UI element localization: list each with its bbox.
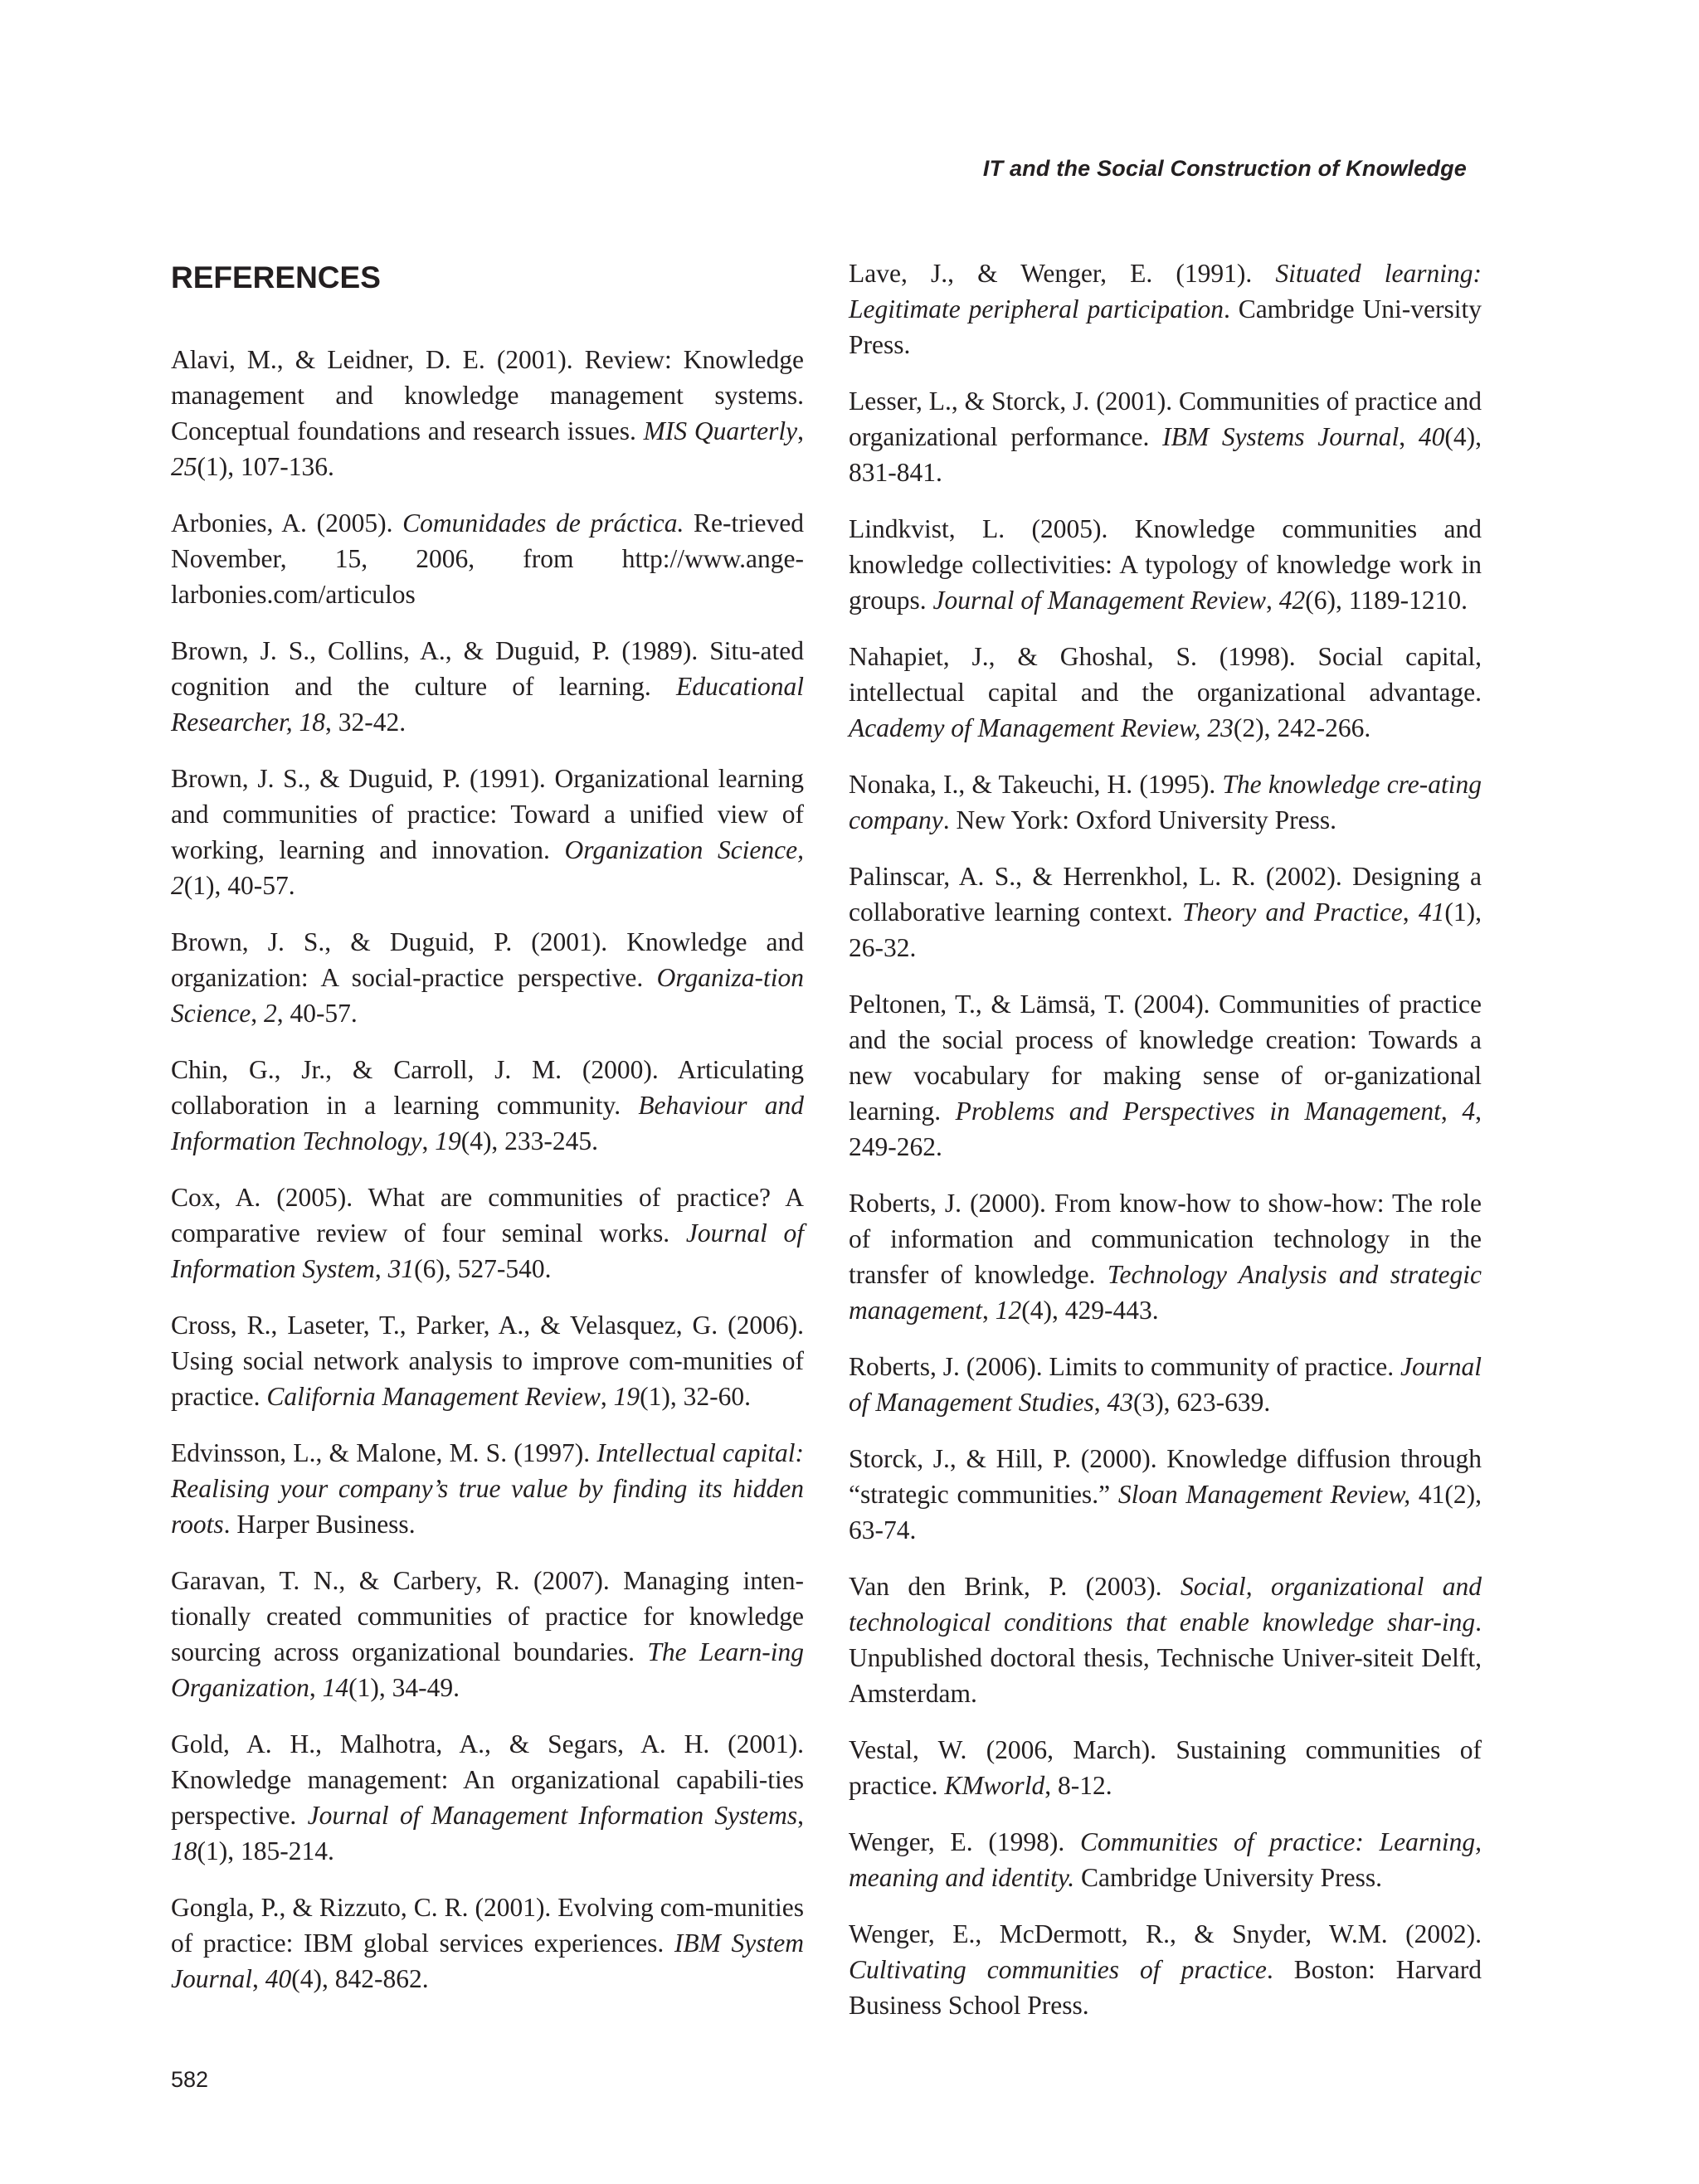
reference-text: . New York: Oxford University Press. [942, 805, 1336, 834]
reference-entry [171, 342, 804, 484]
reference-italic: IBM Systems Journal [1162, 422, 1400, 451]
reference-italic: Journal of Management Information Systems [307, 1801, 798, 1830]
reference-italic: The Learn-ing Organization [171, 1637, 805, 1702]
reference-text: , [1093, 1388, 1108, 1417]
reference-text: Brown, J. S., & Duguid, P. (2001). Knowledge and organization: A social-practice perspective. [171, 927, 804, 992]
reference-text: . Unpublished doctoral thesis, Technische Univer-siteit Delft, Amsterdam. [849, 1608, 1482, 1708]
reference-italic: 14 [322, 1673, 349, 1702]
reference-text: Edvinsson, L., & Malone, M. S. (1997). [171, 1438, 597, 1467]
reference-text: (4), 842-862. [291, 1964, 429, 1993]
reference-text: Van den Brink, P. (2003). [849, 1572, 1181, 1601]
reference-italic: Academy of Management Review, 23 [849, 713, 1234, 742]
reference-text: , [797, 416, 804, 445]
reference-italic: 41 [1418, 897, 1445, 927]
reference-text: Cambridge University Press. [1074, 1863, 1383, 1892]
reference-text: Storck, J., & Hill, P. (2000). Knowledge diffusion through “strategic communities.” [849, 1444, 1482, 1509]
reference-entry [849, 1732, 1482, 1803]
reference-text: (1), 40-57. [183, 871, 295, 900]
reference-italic: IBM System Journal [171, 1929, 804, 1993]
reference-text: Re-trieved November, 15, 2006, from http://www.ange-larbonies.com/articulos [171, 508, 804, 609]
reference-text: , [797, 1801, 804, 1830]
reference-entry [171, 1180, 804, 1287]
reference-text: (2), 242-266. [1233, 713, 1371, 742]
reference-italic: Situated learning: Legitimate peripheral participation [849, 259, 1482, 323]
right-column [849, 255, 1482, 2044]
reference-italic: Theory and Practice [1182, 897, 1403, 927]
reference-text: Palinscar, A. S., & Herrenkhol, L. R. (2002). Designing a collaborative learning context. [849, 862, 1482, 927]
reference-entry [849, 859, 1482, 966]
reference-text: (4), 233-245. [460, 1126, 599, 1155]
reference-text: , 249-262. [849, 1097, 1482, 1161]
reference-text: Wenger, E. (1998). [849, 1827, 1080, 1856]
reference-entry [171, 1726, 804, 1869]
reference-entry [171, 633, 804, 740]
reference-italic: Intellectual capital: Realising your company’s true value by finding its hidden roots [171, 1438, 805, 1539]
reference-text: . Boston: Harvard Business School Press. [849, 1955, 1482, 2020]
reference-italic: 42 [1278, 586, 1306, 615]
reference-text: , 40-57. [276, 999, 358, 1028]
reference-text: Lesser, L., & Storck, J. (2001). Communities of practice and organizational performance. [849, 387, 1482, 451]
reference-italic: Organization Science, 2 [171, 835, 805, 900]
reference-text: (4), 429-443. [1021, 1296, 1159, 1325]
reference-italic: California Management Review [266, 1382, 601, 1411]
reference-italic: Social, organizational and technological conditions that enable knowledge shar-ing [849, 1572, 1482, 1637]
reference-text: Garavan, T. N., & Carbery, R. (2007). Managing inten-tionally created communities of practice for knowledge sourcing across organizational boundaries. [171, 1566, 804, 1666]
reference-text: , [1402, 897, 1419, 927]
reference-text: (1), 26-32. [849, 897, 1482, 962]
reference-text: Arbonies, A. (2005). [171, 508, 403, 537]
reference-text: Cox, A. (2005). What are communities of practice? A comparative review of four seminal works. [171, 1183, 804, 1248]
reference-text: (1), 32-60. [640, 1382, 751, 1411]
reference-italic: KMworld [944, 1771, 1045, 1800]
reference-entry [849, 1441, 1482, 1548]
reference-text: Brown, J. S., & Duguid, P. (1991). Organizational learning and communities of practice: Toward a unified view of working, learning and innovation. [171, 764, 804, 864]
reference-text: (1), 107-136. [197, 452, 334, 481]
running-header: IT and the Social Construction of Knowledge [982, 156, 1467, 181]
reference-text: (6), 1189-1210. [1305, 586, 1468, 615]
left-column [171, 259, 804, 2017]
reference-italic: MIS Quarterly [643, 416, 798, 445]
reference-italic: 18 [171, 1836, 197, 1865]
reference-text: , [309, 1673, 323, 1702]
reference-italic: 4 [1462, 1097, 1476, 1126]
reference-text: , [1440, 1097, 1463, 1126]
reference-text: . Cambridge Uni-versity Press. [849, 294, 1482, 359]
reference-text: (1), 34-49. [348, 1673, 460, 1702]
reference-entry [849, 255, 1482, 362]
reference-italic: 12 [995, 1296, 1022, 1325]
reference-entry [849, 986, 1482, 1165]
reference-italic: The knowledge cre-ating company [849, 770, 1482, 834]
reference-text: , [981, 1296, 996, 1325]
reference-entry [171, 1435, 804, 1542]
reference-text: (4), 831-841. [849, 422, 1482, 487]
reference-italic: 2 [263, 999, 277, 1028]
reference-text: Roberts, J. (2000). From know-how to show-how: The role of information and communication technology in the transfer of knowledge. [849, 1189, 1482, 1289]
reference-text: Lindkvist, L. (2005). Knowledge communities and knowledge collectivities: A typology of knowledge work in groups. [849, 514, 1482, 615]
reference-italic: Cultivating communities of practice [849, 1955, 1267, 1984]
reference-text: Vestal, W. (2006, March). Sustaining communities of practice. [849, 1735, 1482, 1800]
reference-entry [849, 639, 1482, 746]
reference-italic: Sloan Management Review, [1117, 1480, 1411, 1509]
reference-italic: 43 [1107, 1388, 1133, 1417]
reference-entry [171, 924, 804, 1031]
reference-text: Gold, A. H., Malhotra, A., & Segars, A. H. (2001). Knowledge management: An organizational capabili-ties perspective. [171, 1729, 804, 1830]
reference-entry [171, 505, 804, 612]
section-title: REFERENCES [171, 260, 381, 294]
reference-entry [849, 1824, 1482, 1895]
reference-italic: 19 [613, 1382, 640, 1411]
reference-text: , 32-42. [325, 708, 406, 737]
reference-italic: Organiza-tion Science [171, 963, 804, 1028]
reference-text: , [374, 1254, 388, 1283]
reference-italic: Educational Researcher, 18 [171, 672, 804, 737]
reference-text: , [1266, 586, 1279, 615]
reference-list-left [171, 342, 804, 1997]
reference-entry [849, 383, 1482, 490]
reference-entry [849, 1185, 1482, 1328]
reference-text: , [421, 1126, 436, 1155]
reference-text: Wenger, E., McDermott, R., & Snyder, W.M. (2002). [849, 1919, 1482, 1948]
reference-text: Chin, G., Jr., & Carroll, J. M. (2000). Articulating collaboration in a learning community. [171, 1055, 804, 1120]
reference-text: , [251, 999, 264, 1028]
reference-list-right [849, 255, 1482, 2023]
reference-text: Roberts, J. (2006). Limits to community of practice. [849, 1352, 1400, 1381]
reference-text: (3), 623-639. [1132, 1388, 1271, 1417]
reference-entry [849, 1916, 1482, 2023]
reference-entry [171, 1890, 804, 1997]
reference-text: . Harper Business. [223, 1510, 416, 1539]
reference-text: Peltonen, T., & Lämsä, T. (2004). Communities of practice and the social process of knowledge creation: Towards a new vocabulary for making sense of or-ganizational learning. [849, 990, 1482, 1126]
reference-entry [171, 1307, 804, 1414]
reference-italic: 19 [435, 1126, 461, 1155]
reference-entry [849, 511, 1482, 618]
reference-entry [849, 766, 1482, 838]
reference-italic: Technology Analysis and strategic management [849, 1260, 1482, 1325]
reference-italic: 25 [171, 452, 197, 481]
reference-entry [171, 1052, 804, 1159]
reference-text: Gongla, P., & Rizzuto, C. R. (2001). Evolving com-munities of practice: IBM global services experiences. [171, 1893, 804, 1958]
reference-text: Brown, J. S., Collins, A., & Duguid, P. (1989). Situ-ated cognition and the culture of learning. [171, 636, 804, 701]
reference-text: , [252, 1964, 265, 1993]
reference-text: Cross, R., Laseter, T., Parker, A., & Velasquez, G. (2006). Using social network analysis to improve com-munities of practice. [171, 1311, 804, 1411]
reference-italic: Journal of Management Review [932, 586, 1267, 615]
reference-italic: Journal of Information System [171, 1218, 804, 1283]
reference-text: , 8-12. [1044, 1771, 1112, 1800]
reference-entry [849, 1569, 1482, 1711]
reference-italic: 31 [387, 1254, 415, 1283]
reference-text: Lave, J., & Wenger, E. (1991). [849, 259, 1276, 288]
reference-italic: Problems and Perspectives in Management [955, 1097, 1441, 1126]
reference-text: 41(2), 63-74. [849, 1480, 1482, 1544]
reference-italic: Comunidades de práctica. [402, 508, 684, 537]
reference-italic: Behaviour and Information Technology [171, 1091, 804, 1155]
reference-text: (6), 527-540. [414, 1254, 552, 1283]
reference-text: (1), 185-214. [197, 1836, 334, 1865]
reference-italic: 40 [265, 1964, 292, 1993]
reference-italic: Journal of Management Studies [849, 1352, 1482, 1417]
reference-entry [171, 761, 804, 903]
reference-text: Nonaka, I., & Takeuchi, H. (1995). [849, 770, 1223, 799]
reference-text: Nahapiet, J., & Ghoshal, S. (1998). Social capital, intellectual capital and the organizational advantage. [849, 642, 1482, 707]
reference-italic: Communities of practice: Learning, meaning and identity. [849, 1827, 1482, 1892]
reference-text: , [600, 1382, 614, 1411]
reference-text: Alavi, M., & Leidner, D. E. (2001). Review: Knowledge management and knowledge management systems. Conceptual foundations and research issues. [171, 345, 804, 445]
page-number: 582 [171, 2067, 209, 2092]
reference-entry [849, 1349, 1482, 1420]
reference-italic: 40 [1418, 422, 1445, 451]
reference-text: , [1399, 422, 1419, 451]
reference-entry [171, 1563, 804, 1705]
